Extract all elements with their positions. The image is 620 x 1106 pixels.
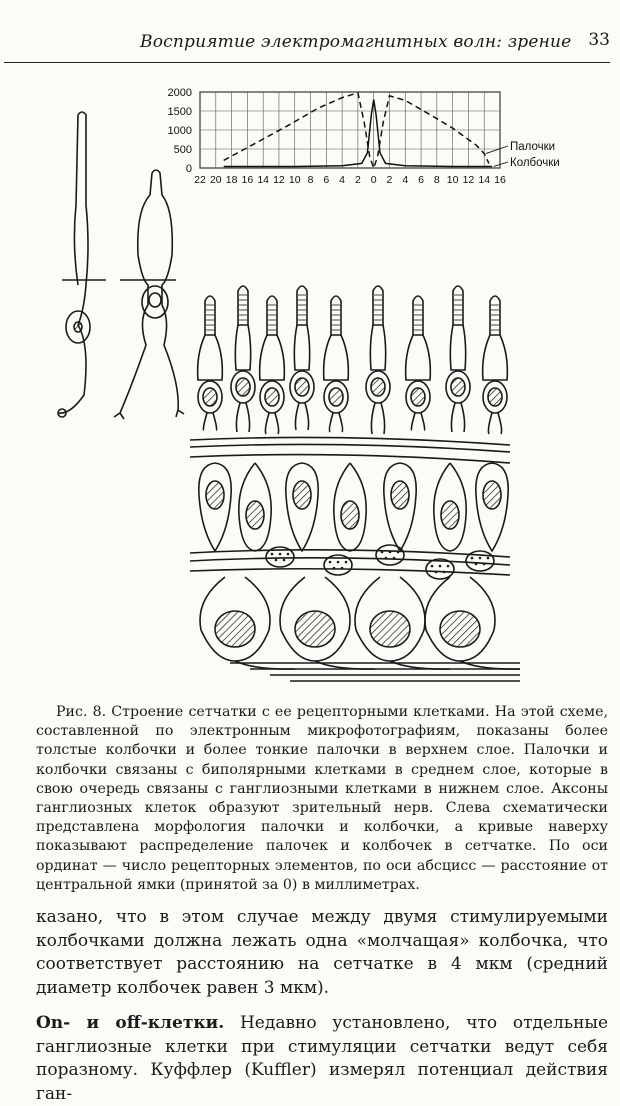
cell-dot [271, 553, 274, 556]
outer-plexiform-layer [190, 437, 510, 463]
bipolar-nucleus [293, 481, 311, 509]
receptor-inner-segment [370, 325, 385, 370]
x-tick-label: 22 [194, 174, 206, 186]
y-tick-label: 500 [173, 144, 192, 156]
x-tick-label: 12 [462, 174, 475, 186]
header-rule [4, 62, 610, 63]
receptor-axon [203, 413, 207, 430]
receptor-outer-segment [413, 296, 423, 335]
cell-dot [279, 553, 282, 556]
cell-dot [431, 565, 434, 568]
x-tick-label: 8 [307, 174, 314, 186]
ganglion-nucleus [370, 611, 410, 647]
receptor-nucleus [265, 388, 279, 406]
receptor-axon [213, 413, 217, 430]
receptor-axon [381, 403, 385, 434]
x-tick-label: 8 [433, 174, 440, 186]
x-tick-label: 16 [494, 174, 506, 186]
cell-dot [337, 561, 340, 564]
receptor-axon [246, 403, 250, 432]
x-tick-label: 10 [288, 174, 301, 186]
receptor-inner-segment [235, 325, 250, 370]
receptor-outer-segment [267, 296, 277, 335]
receptor-inner-segment [198, 335, 223, 380]
receptor-inner-segment [406, 335, 431, 380]
receptor-axon [305, 403, 309, 430]
receptor-axon [329, 413, 333, 432]
bipolar-nucleus [206, 481, 224, 509]
receptor-nucleus [329, 388, 343, 406]
figure-caption: Рис. 8. Строение сетчатки с ее рецепторными клетками. На этой схеме, составленной по электронным микрофотографиям, показаны более толстые колбочки и более тонкие палочки в верхнем слое. Палочки и колбочки связаны с биполярными клетками в среднем слое, которые в свою очередь связаны с ганглиозными клетками в нижнем слое. Аксоны ганглиозных клеток образуют зрительный нерв. Слева схематически представлена морфология палочки и колбочки, а кривые наверху показывают распределение палочек и колбочек в сетчатке. По оси ординат — число рецепторных элементов, по оси абсцисс — расстояние от центральной ямки (принятой за 0) в миллиметрах. [36, 704, 608, 893]
bipolar-nucleus [246, 501, 264, 529]
receptor-axon [451, 403, 455, 432]
body-paragraph-2 [36, 1012, 608, 1106]
ganglion-nucleus [440, 611, 480, 647]
receptor-axon [421, 413, 425, 430]
receptor-nucleus [371, 378, 385, 396]
receptor-nucleus [236, 378, 250, 396]
x-tick-label: 4 [402, 174, 409, 186]
body-paragraph-2-text: Недавно установлено, что отдельные ганглиозные клетки при стимуляции сетчатки ведут себя поразному. Куффлер (Kuffler) измерял потенциал действия ган- [36, 1013, 609, 1104]
cell-dot [275, 559, 278, 562]
receptor-axon [275, 413, 279, 434]
y-tick-label: 1000 [167, 125, 192, 137]
cell-dot [283, 559, 286, 562]
legend-label: Колбочки [510, 157, 560, 169]
receptor-nucleus [203, 388, 217, 406]
receptor-nucleus [411, 388, 425, 406]
receptor-inner-segment [324, 335, 349, 380]
receptor-inner-segment [450, 325, 465, 370]
receptor-axon [295, 403, 299, 430]
x-tick-label: 2 [354, 174, 361, 186]
ganglion-cell-layer [200, 577, 520, 669]
x-tick-label: 18 [225, 174, 238, 186]
cell-dot [439, 565, 442, 568]
receptor-inner-segment [260, 335, 285, 380]
bipolar-nucleus [483, 481, 501, 509]
receptor-inner-segment [294, 325, 309, 370]
photoreceptor-layer [198, 286, 508, 434]
legend-label: Палочки [510, 141, 556, 153]
cell-dot [345, 561, 348, 564]
cell-dot [447, 565, 450, 568]
receptor-outer-segment [297, 286, 307, 325]
receptor-nucleus [488, 388, 502, 406]
receptor-axon [371, 403, 375, 434]
receptor-axon [411, 413, 415, 430]
ganglion-nucleus [295, 611, 335, 647]
amacrine-cell [376, 545, 404, 565]
body-paragraph-1: казано, что в этом случае между двумя стимулируемыми колбочками должна лежать одна «молчащая» колбочка, что соответствует расстоянию на сетчатке в 4 мкм (средний диаметр колбочек равен 3 мкм). [36, 907, 608, 998]
isolated-cone-drawing [114, 170, 184, 419]
receptor-axon [339, 413, 343, 432]
cell-dot [287, 553, 290, 556]
receptor-outer-segment [490, 296, 500, 335]
cell-dot [471, 557, 474, 560]
ganglion-nucleus [215, 611, 255, 647]
retina-illustration [40, 95, 560, 695]
x-tick-label: 6 [323, 174, 330, 186]
receptor-axon [236, 403, 240, 432]
receptor-axon [461, 403, 465, 432]
page-number: 33 [588, 30, 610, 50]
x-tick-label: 10 [446, 174, 459, 186]
x-tick-label: 20 [209, 174, 222, 186]
isolated-rod-drawing [58, 112, 106, 417]
bipolar-nucleus [441, 501, 459, 529]
receptor-outer-segment [205, 296, 215, 335]
paragraph-heading: On- и off-клетки. [36, 1013, 225, 1033]
bipolar-nucleus [391, 481, 409, 509]
receptor-axon [265, 413, 269, 434]
receptor-axon [488, 413, 492, 434]
x-tick-label: 14 [257, 174, 270, 186]
x-tick-label: 4 [339, 174, 346, 186]
receptor-inner-segment [483, 335, 508, 380]
x-tick-label: 14 [478, 174, 491, 186]
x-tick-label: 16 [241, 174, 254, 186]
x-tick-label: 12 [273, 174, 285, 186]
receptor-nucleus [295, 378, 309, 396]
y-tick-label: 2000 [167, 87, 192, 99]
x-tick-label: 6 [418, 174, 424, 186]
cell-dot [479, 557, 482, 560]
receptor-nucleus [451, 378, 465, 396]
x-tick-label: 2 [386, 174, 393, 186]
running-header [0, 28, 620, 64]
receptor-outer-segment [453, 286, 463, 325]
y-tick-label: 1500 [167, 106, 192, 118]
cell-dot [329, 561, 332, 564]
receptor-outer-segment [331, 296, 341, 335]
receptor-axon [498, 413, 502, 434]
bipolar-nucleus [341, 501, 359, 529]
x-tick-label: 0 [370, 174, 377, 186]
running-header-title: Восприятие электромагнитных волн: зрение [140, 32, 572, 52]
y-tick-label: 0 [185, 163, 192, 175]
body-text [36, 906, 608, 1106]
receptor-outer-segment [373, 286, 383, 325]
receptor-outer-segment [238, 286, 248, 325]
cell-dot [487, 557, 490, 560]
